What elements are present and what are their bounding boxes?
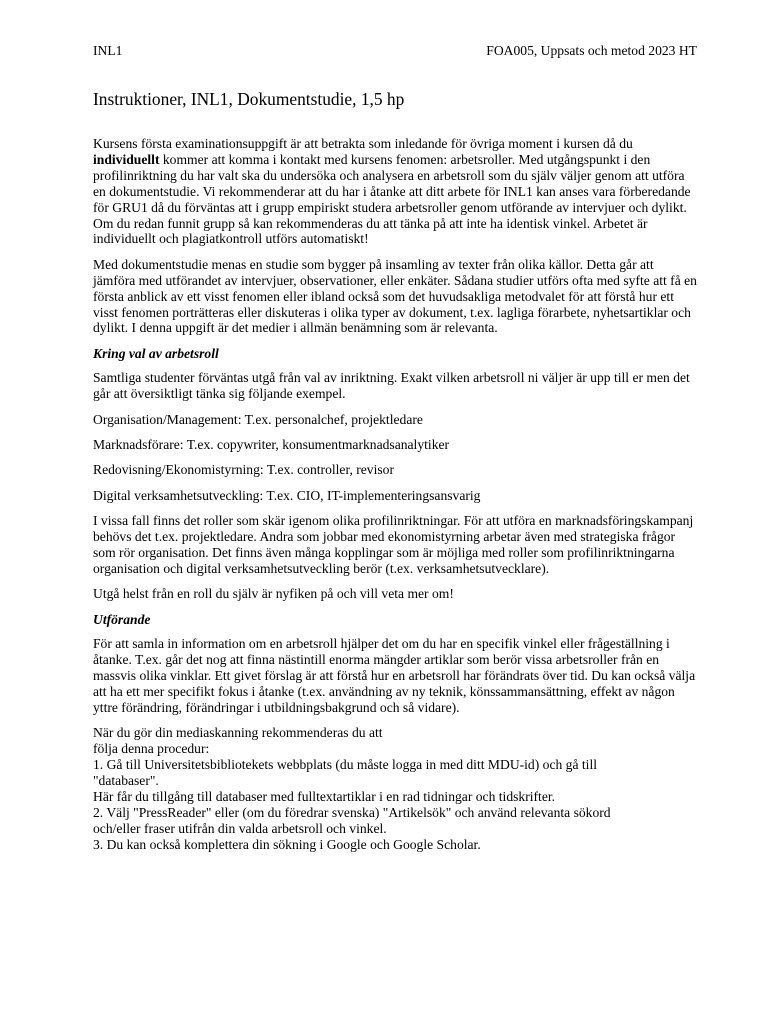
section-heading-utforande: Utförande [93, 611, 151, 627]
intro-text-start: Kursens första examinationsuppgift är att betrakta som inledande för övriga moment i kursen då du [93, 136, 633, 151]
dokumentstudie-paragraph: Med dokumentstudie menas en studie som bygger på insamling av texter från olika källor. Detta går att jämföra med utförandet av intervjuer, observationer, eller enkäter. Sådana studier utförs ofta med syfte att få en första anblick av ett visst fenomen eller ibland också som det huvudsakliga metodvalet för att förstå hur ett visst fenomen porträtteras eller diskuteras i olika typer av dokument, t.ex. lagliga förarbete, nyhetsartiklar och dylikt. I denna uppgift är det medier i allmän benämning som är relevanta. [93, 256, 697, 336]
header-course-info: FOA005, Uppsats och metod 2023 HT [486, 43, 697, 58]
utforande-paragraph: För att samla in information om en arbetsroll hjälper det om du har en specifik vinkel eller frågeställning i åtanke. T.ex. går det nog att finna nästintill enorma mängder artiklar som berör vissa arbetsroller från en massvis olika vinklar. Ett givet förslag är att förstå hur en arbetsroll har förändrats över tid. Du kan också välja att ha ett mer specifikt fokus i åtanke (t.ex. användning av ny teknik, könssammansättning, effekt av någon yttre förändring, förändringar i utbildningsbakgrund och så vidare). [93, 636, 696, 715]
procedure-step-1: 1. Gå till Universitetsbibliotekets webbplats (du måste logga in med ditt MDU-id) och gå till [93, 757, 598, 772]
intro-paragraph [93, 136, 697, 247]
example-role-marknad: Marknadsförare: T.ex. copywriter, konsumentmarknadsanalytiker [93, 437, 450, 452]
intro-text-end: kommer att komma i kontakt med kursens fenomen: arbetsroller. Med utgångspunkt i den profilinriktning du har valt ska du undersöka och analysera en arbetsroll som du själv väljer genom att utföra en dokumentstudie. Vi rekommenderar att du har i åtanke att ditt arbete för INL1 kan anses vara förberedande för GRU1 då du förväntas att i grupp empiriskt studera arbetsroller genom utförande av intervjuer och dylikt. Om du redan funnit grupp så kan rekommenderas du att tänka på att inte ha identisk vinkel. Arbetet är individuellt och plagiatkontroll utförs automatiskt! [93, 151, 691, 247]
procedure-line: Här får du tillgång till databaser med fulltextartiklar i en rad tidningar och tidskrifter. [93, 788, 556, 804]
example-role-redovisning: Redovisning/Ekonomistyrning: T.ex. controller, revisor [93, 462, 394, 478]
example-role-organisation: Organisation/Management: T.ex. personalchef, projektledare [93, 411, 423, 427]
role-closing-sentence: Utgå helst från en roll du själv är nyfiken på och vill veta mer om! [93, 586, 454, 602]
page-header [93, 43, 697, 61]
arbetsroll-intro-paragraph: Samtliga studenter förväntas utgå från val av inriktning. Exakt vilken arbetsroll ni väljer är upp till er men det går att översiktligt tänka sig följande exempel. [93, 370, 690, 402]
procedure-line: följa denna procedur: [93, 741, 210, 757]
procedure-line: och/eller fraser utifrån din valda arbetsroll och vinkel. [93, 820, 387, 836]
example-role-digital: Digital verksamhetsutveckling: T.ex. CIO, IT-implementeringsansvarig [93, 487, 481, 503]
intro-bold-word: individuellt [93, 151, 160, 167]
section-heading-arbetsroll: Kring val av arbetsroll [93, 345, 219, 361]
procedure-step-2: 2. Välj "PressReader" eller (om du föredrar svenska) "Artikelsök" och använd relevanta sökord [93, 804, 611, 820]
header-assignment-code: INL1 [93, 43, 123, 58]
procedure-line: "databaser". [93, 772, 159, 788]
procedure-step-3: 3. Du kan också komplettera din sökning i Google och Google Scholar. [93, 836, 481, 852]
procedure-block [93, 725, 697, 852]
document-title: Instruktioner, INL1, Dokumentstudie, 1,5 hp [93, 89, 405, 109]
document-body [93, 136, 697, 852]
overlapping-roles-paragraph: I vissa fall finns det roller som skär igenom olika profilinriktningar. För att utföra en marknadsföringskampanj behövs det t.ex. projektledare. Andra som jobbar med ekonomistyrning arbetar även med strategiska frågor som rör organisation. Det finns även många kopplingar som är möjliga med roller som profilinriktningarna organisation och digital verksamhetsutveckling berör (t.ex. verksamhetsutvecklare). [93, 513, 694, 576]
procedure-line: När du gör din mediaskanning rekommenderas du att [93, 725, 383, 741]
